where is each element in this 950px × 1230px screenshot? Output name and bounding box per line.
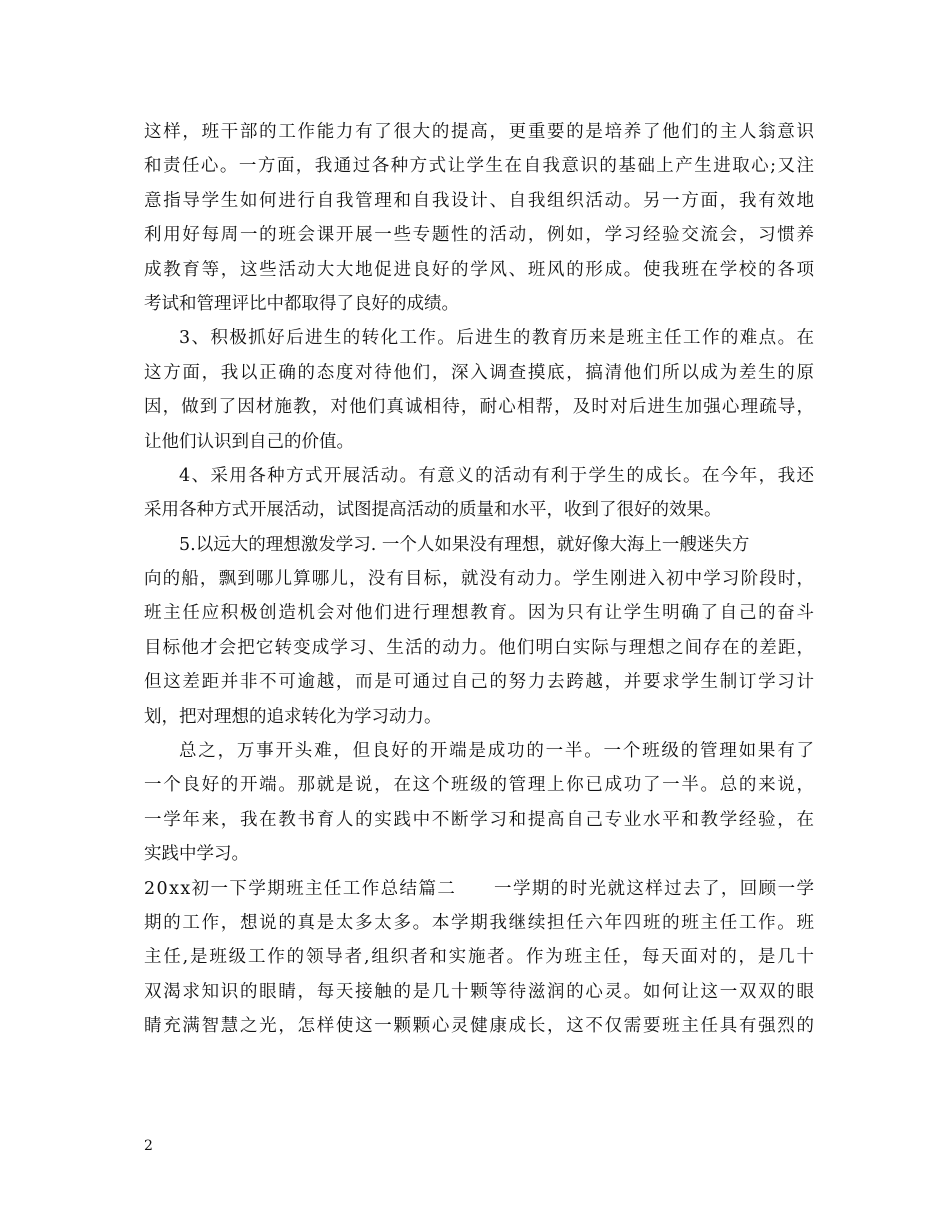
page-number: 2 (144, 1138, 153, 1154)
text-line: 利用好每周一的班会课开展一些专题性的活动，例如，学习经验交流会，习惯养 (144, 225, 816, 246)
text-line: 和责任心。一方面，我通过各种方式让学生在自我意识的基础上产生进取心;又注 (144, 156, 816, 177)
text-line: 睛充满智慧之光，怎样使这一颗颗心灵健康成长，这不仅需要班主任具有强烈的 (144, 1016, 816, 1037)
text-line: 划，把对理想的追求转化为学习动力。 (144, 706, 442, 727)
text-line: 期的工作，想说的真是太多太多。本学期我继续担任六年四班的班主任工作。班 (144, 912, 816, 933)
text-line: 考试和管理评比中都取得了良好的成绩。 (144, 293, 459, 314)
text-line: 让他们认识到自己的价值。 (144, 431, 354, 452)
text-line: 班主任应积极创造机会对他们进行理想教育。因为只有让学生明确了自己的奋斗 (144, 603, 816, 624)
text-line: 成教育等，这些活动大大地促进良好的学风、班风的形成。使我班在学校的各项 (144, 259, 816, 280)
text-line: 这方面，我以正确的态度对待他们，深入调查摸底，搞清他们所以成为差生的原 (144, 362, 816, 383)
text-line: 主任,是班级工作的领导者,组织者和实施者。作为班主任，每天面对的，是几十 (144, 947, 816, 968)
text-line: 因，做到了因材施教，对他们真诚相待，耐心相帮，及时对后进生加强心理疏导， (144, 397, 816, 418)
document-body (144, 115, 814, 1044)
text-line: 采用各种方式开展活动，试图提高活动的质量和水平，收到了很好的效果。 (144, 500, 722, 521)
text-line: 向的船，飘到哪儿算哪儿，没有目标，就没有动力。学生刚进入初中学习阶段时， (144, 569, 816, 590)
text-line: 一学年来，我在教书育人的实践中不断学习和提高自己专业水平和教学经验，在 (144, 809, 816, 830)
text-line: 双渴求知识的眼睛，每天接触的是几十颗等待滋润的心灵。如何让这一双双的眼 (144, 981, 816, 1002)
text-line: 这样，班干部的工作能力有了很大的提高，更重要的是培养了他们的主人翁意识 (144, 122, 816, 142)
text-line: 20xx初一下学期班主任工作总结篇二 一学期的时光就这样过去了，回顾一学 (144, 878, 816, 899)
text-line: 一个良好的开端。那就是说，在这个班级的管理上你已成功了一半。总的来说， (144, 775, 816, 796)
text-line: 5.以远大的理想激发学习. 一个人如果没有理想，就好像大海上一艘迷失方 (179, 534, 750, 555)
text-line: 但这差距并非不可逾越，而是可通过自己的努力去跨越，并要求学生制订学习计 (144, 672, 816, 693)
text-line: 目标他才会把它转变成学习、生活的动力。他们明白实际与理想之间存在的差距， (144, 637, 816, 658)
text-line: 3、积极抓好后进生的转化工作。后进生的教育历来是班主任工作的难点。在 (179, 328, 816, 349)
text-line: 4、采用各种方式开展活动。有意义的活动有利于学生的成长。在今年，我还 (179, 465, 816, 486)
text-line: 意指导学生如何进行自我管理和自我设计、自我组织活动。另一方面，我有效地 (144, 190, 816, 211)
text-line: 总之，万事开头难，但良好的开端是成功的一半。一个班级的管理如果有了 (179, 741, 816, 762)
text-line: 实践中学习。 (144, 844, 249, 865)
